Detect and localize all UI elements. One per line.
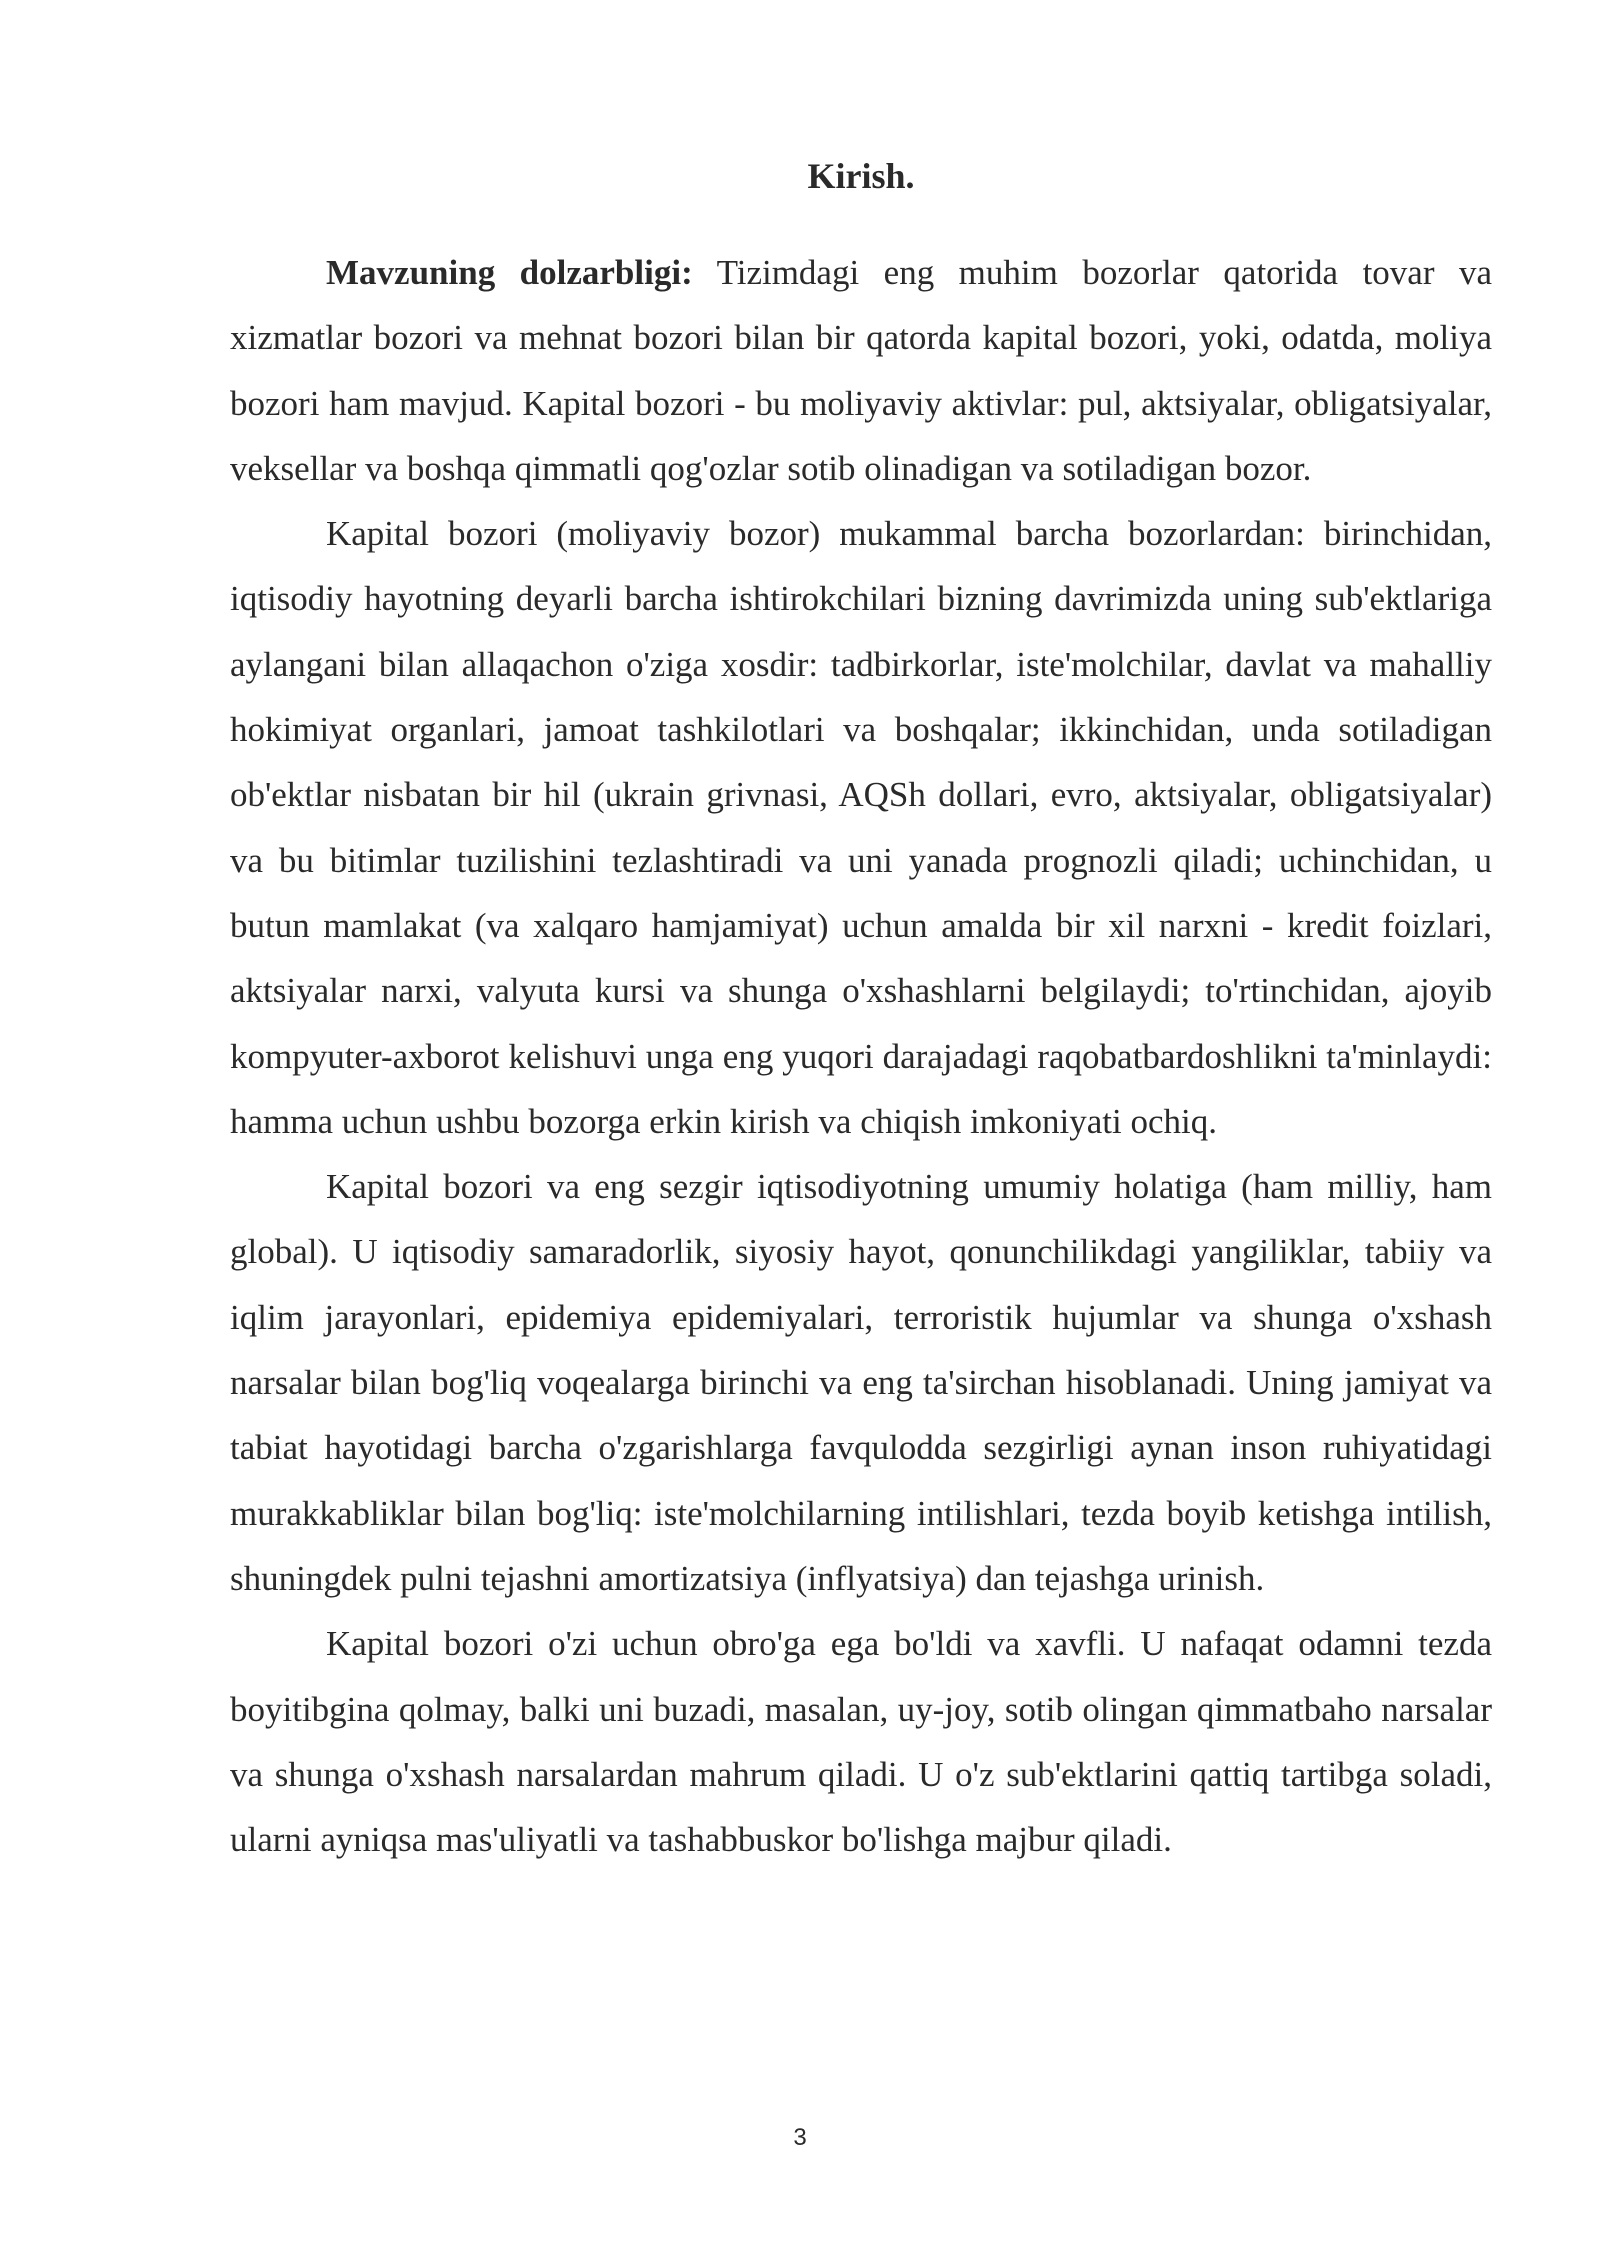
paragraph-lead: Mavzuning dolzarbligi:	[326, 253, 693, 292]
paragraph-text: Tizimdagi eng muhim bozorlar qatorida tovar va xizmatlar bozori va mehnat bozori bilan bir qatorda kapital bozori, yoki, odatda, moliya bozori ham mavjud. Kapital bozori - bu moliyaviy aktivlar: pul, aktsiyalar, obligatsiyalar, veksellar va boshqa qimmatli qog'ozlar sotib olinadigan va sotiladigan bozor.	[230, 253, 1492, 488]
paragraph-capital-market-features: Kapital bozori (moliyaviy bozor) mukammal barcha bozorlardan: birinchidan, iqtisodiy hayotning deyarli barcha ishtirokchilari bizning davrimizda uning sub'ektlariga aylangani bilan allaqachon o'ziga xosdir: tadbirkorlar, iste'molchilar, davlat va mahalliy hokimiyat organlari, jamoat tashkilotlari va boshqalar; ikkinchidan, unda sotiladigan ob'ektlar nisbatan bir hil (ukrain grivnasi, AQSh dollari, evro, aktsiyalar, obligatsiyalar) va bu bitimlar tuzilishini tezlashtiradi va uni yanada prognozli qiladi; uchinchidan, u butun mamlakat (va xalqaro hamjamiyat) uchun amalda bir xil narxni - kredit foizlari, aktsiyalar narxi, valyuta kursi va shunga o'xshashlarni belgilaydi; to'rtinchidan, ajoyib kompyuter-axborot kelishuvi unga eng yuqori darajadagi raqobatbardoshlikni ta'minlaydi: hamma uchun ushbu bozorga erkin kirish va chiqish imkoniyati ochiq.	[230, 514, 1492, 1141]
paragraph-relevance	[230, 240, 1492, 501]
paragraph-market-sensitivity: Kapital bozori va eng sezgir iqtisodiyotning umumiy holatiga (ham milliy, ham global). U iqtisodiy samaradorlik, siyosiy hayot, qonunchilikdagi yangiliklar, tabiiy va iqlim jarayonlari, epidemiya epidemiyalari, terroristik hujumlar va shunga o'xshash narsalar bilan bog'liq voqealarga birinchi va eng ta'sirchan hisoblanadi. Uning jamiyat va tabiat hayotidagi barcha o'zgarishlarga favqulodda sezgirligi aynan inson ruhiyatidagi murakkabliklar bilan bog'liq: iste'molchilarning intilishlari, tezda boyib ketishga intilish, shuningdek pulni tejashni amortizatsiya (inflyatsiya) dan tejashga urinish.	[230, 1167, 1492, 1598]
document-body	[230, 148, 1492, 1872]
page-title: Kirish.	[807, 156, 915, 196]
paragraph-market-risk: Kapital bozori o'zi uchun obro'ga ega bo'ldi va xavfli. U nafaqat odamni tezda boyitibgina qolmay, balki uni buzadi, masalan, uy-joy, sotib olingan qimmatbaho narsalar va shunga o'xshash narsalardan mahrum qiladi. U o'z sub'ektlarini qattiq tartibga soladi, ularni ayniqsa mas'uliyatli va tashabbuskor bo'lishga majbur qiladi.	[230, 1624, 1492, 1860]
page-number: 3	[793, 2124, 807, 2151]
